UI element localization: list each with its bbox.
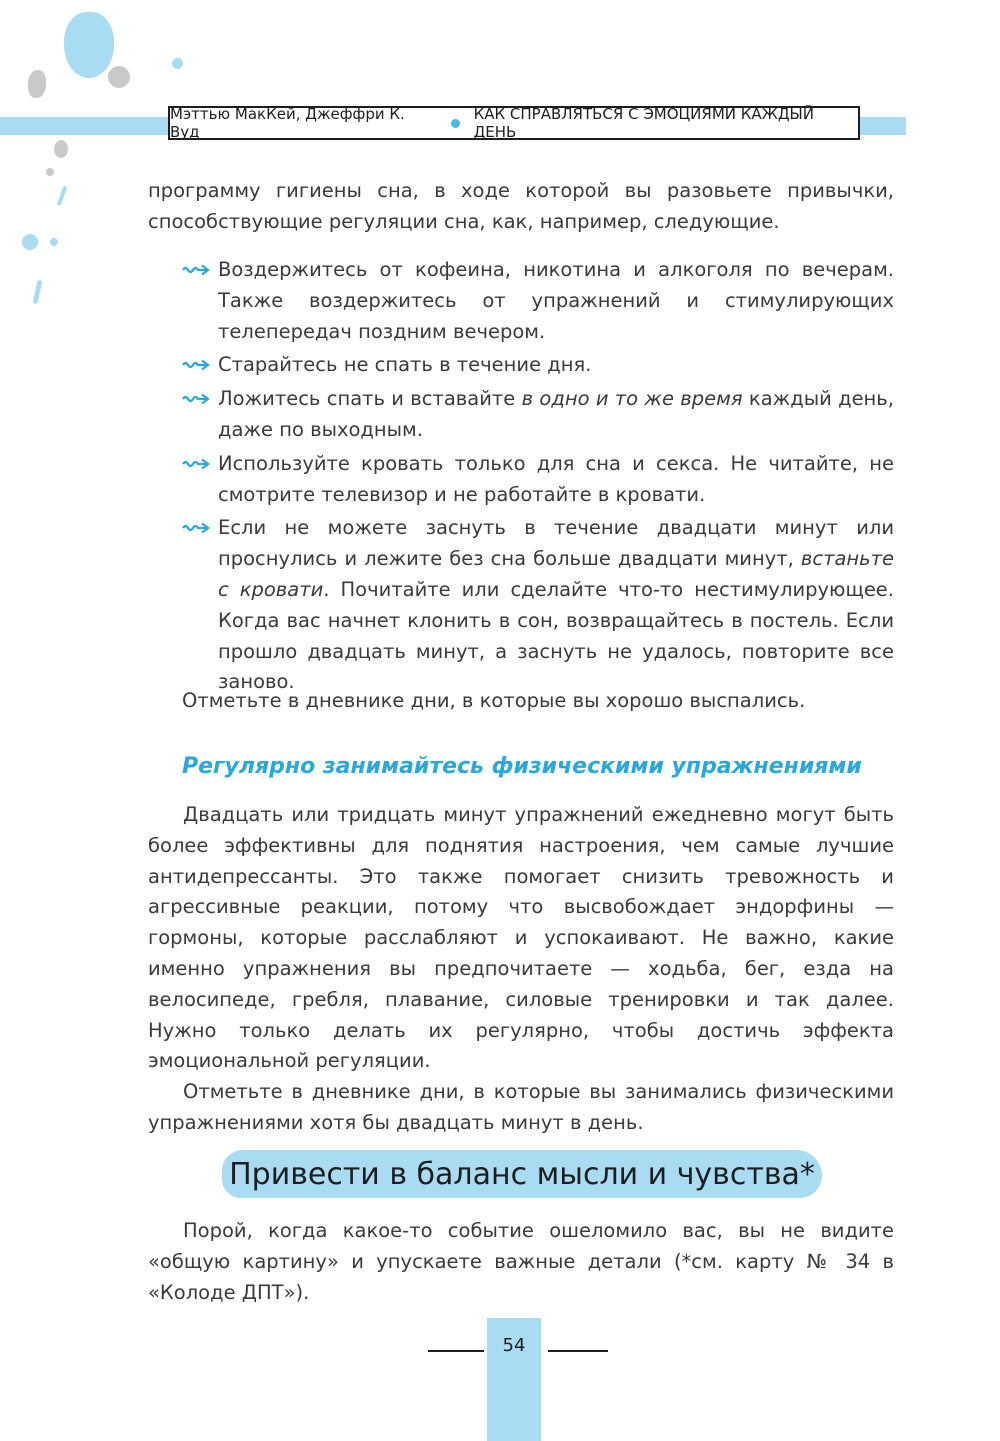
list-item-text: Ложитесь спать и вставайте [218, 387, 522, 411]
exercise-note: Отметьте в дневнике дни, в которые вы занимались физическими упражнениями хотя бы двадцать минут в день. [148, 1080, 894, 1134]
list-item [182, 384, 894, 446]
list-item-text: Если не можете заснуть в течение двадцати минут или проснулись и лежите без сна больше двадцати минут, [218, 516, 894, 571]
wavy-arrow-icon [182, 359, 210, 371]
decorative-splash [46, 168, 54, 176]
list-item-text: . Почитайте или сделайте что-то нестимулирующее. Когда вас начнет клонить в сон, возвращайтесь в постель. Если прошло двадцать минут, а заснуть не удалось, повторите все заново. [218, 577, 895, 694]
decorative-splash [28, 70, 46, 98]
list-item [182, 513, 894, 698]
emphasis: в одно и то же время [521, 387, 743, 411]
page-number: 54 [502, 1335, 526, 1356]
sleep-hygiene-list [182, 255, 894, 701]
balance-section-body [148, 1216, 894, 1308]
list-item-text: каждый день, даже по выходным. [218, 387, 895, 441]
list-item-text: Старайтесь не спать в течение дня. [218, 353, 592, 377]
wavy-arrow-icon [182, 264, 210, 276]
exercise-section-body [148, 800, 894, 1139]
wavy-arrow-icon [182, 393, 210, 405]
page-rule-left [428, 1350, 484, 1352]
exercise-paragraph: Двадцать или тридцать минут упражнений ежедневно могут быть более эффективны для поднятия настроения, чем самые лучшие антидепрессанты. Это также помогает снизить тревожность и агрессивные реакции, потому что высвобождает эндорфины — гормоны, которые расслабляют и успокаивают. Не важно, какие именно упражнения вы предпочитаете — ходьба, бег, езда на велосипеде, гребля, плавание, силовые тренировки и так далее. Нужно только делать их регулярно, чтобы достичь эффекта эмоциональной регуляции. [148, 803, 894, 1073]
decorative-splash [172, 58, 183, 69]
list-item-text: Используйте кровать только для сна и секса. Не читайте, не смотрите телевизор и не работайте в кровати. [218, 451, 894, 506]
decorative-splash [108, 66, 130, 88]
list-item [182, 255, 894, 347]
balance-paragraph: Порой, когда какое-то событие ошеломило вас, вы не видите «общую картину» и упускаете важные детали (*см. карту № 34 в «Колоде ДПТ»). [148, 1219, 894, 1304]
decorative-splash [22, 234, 38, 250]
decorative-splash [54, 140, 68, 158]
intro-paragraph: программу гигиены сна, в ходе которой вы разовьете привычки, способствующие регуляции сна, как, например, следующие. [148, 179, 894, 233]
decorative-splash [33, 280, 43, 305]
running-header [168, 106, 860, 140]
decorative-splash [57, 186, 68, 206]
emphasis: встаньте с кровати [218, 547, 894, 601]
wavy-arrow-icon [182, 458, 210, 470]
dot-icon [451, 119, 460, 128]
section-heading-exercise: Регулярно занимайтесь физическими упражнениями [182, 754, 862, 779]
header-authors: Мэттью МакКей, Джеффри К. Вуд [170, 105, 405, 141]
list-item-text: Воздержитесь от кофеина, никотина и алкоголя по вечерам. Также воздержитесь от упражнений и стимулирующих телепередач поздним вечером. [218, 258, 894, 343]
header-book-title: КАК СПРАВЛЯТЬСЯ С ЭМОЦИЯМИ КАЖДЫЙ ДЕНЬ [473, 105, 815, 141]
page-rule-right [548, 1350, 608, 1352]
list-item [182, 449, 894, 511]
list-item [182, 350, 894, 381]
sleep-note: Отметьте в дневнике дни, в которые вы хорошо выспались. [182, 689, 806, 712]
decorative-splash [50, 238, 58, 246]
section-title-balance: Привести в баланс мысли и чувства* [229, 1156, 815, 1192]
decorative-splash [64, 12, 114, 78]
wavy-arrow-icon [182, 522, 210, 534]
